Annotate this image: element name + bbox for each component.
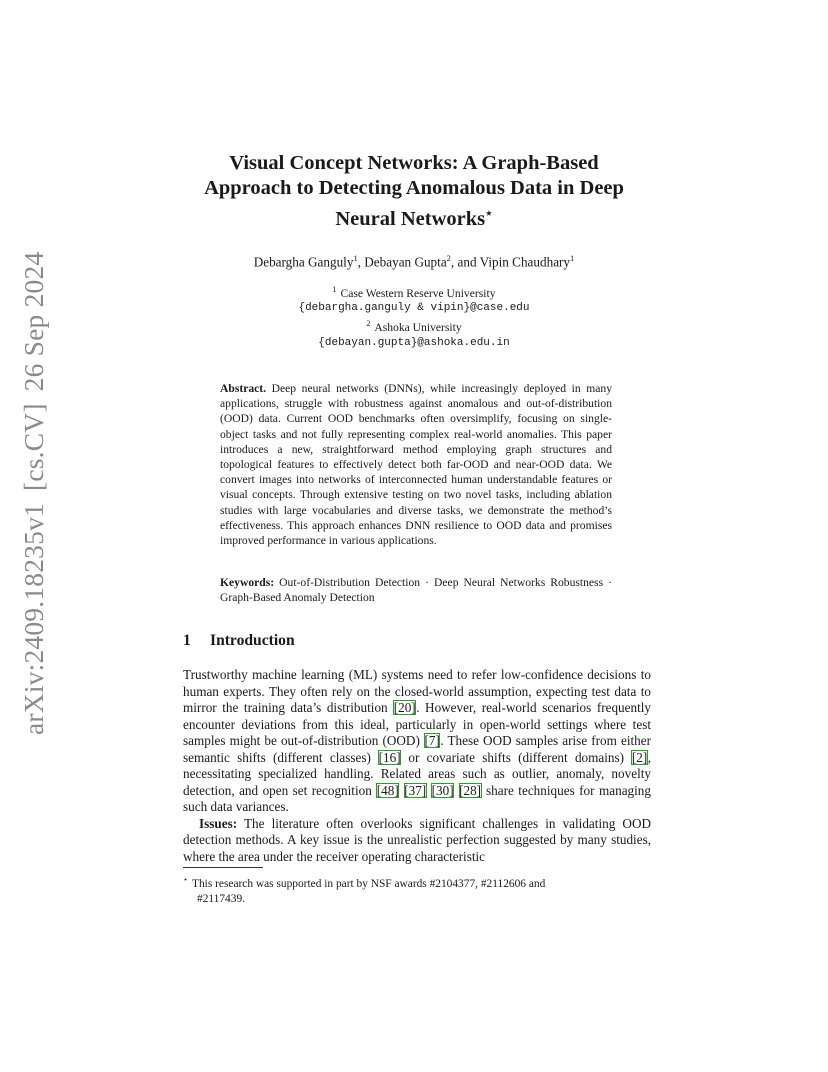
abstract-text: Deep neural networks (DNNs), while increasingly deployed in many applications, struggle with robustness against anomalous and out-of-distribution (OOD) data. Current OOD benchmarks often oversimplify, focusing on single-object tasks and not fully representing complex real-world anomalies. This paper introduces a new, straightforward method employing graph structures and topological features to effectively detect both far-OOD and near-OOD data. We convert images into networks of interconnected human understandable features or visual concepts. Through extensive testing on two novel tasks, including ablation studies with large vocabularies and diverse tasks, we demonstrate the method’s effectiveness. This approach enhances DNN resilience to OOD data and promises improved performance in various applications.: [220, 382, 613, 548]
author-1: Debargha Ganguly: [253, 254, 354, 270]
arxiv-date: 26 Sep 2024: [18, 251, 49, 392]
paper-title: [150, 151, 678, 232]
footnote-rule: [183, 867, 263, 868]
title-line-1: Visual Concept Networks: A Graph-Based: [229, 152, 599, 174]
affiliation-2: $^2$ Ashoka University: [366, 319, 462, 335]
keywords-label: Keywords:: [220, 576, 275, 589]
paragraph-1: Trustworthy machine learning (ML) systems need to refer low-confidence decisions to human experts. They often rely on the closed-world assumption, expecting test data to mirror the training data’s distribution [20]. However, real-world scenarios frequently encounter deviations from this ideal, particularly in open-world settings where test samples might be out-of-distribution (OOD) [7]. These OOD samples arise from either semantic shifts (different classes) [16] or covariate shifts (different domains) [2], necessitating specialized handling. Related areas such as outlier, anomaly, novelty detection, and open set recognition [48] [37] [30] [28] share techniques for managing such data variances.: [183, 667, 652, 814]
affiliation-1: $^1$ Case Western Reserve University: [332, 285, 496, 300]
keywords-text: Out-of-Distribution Detection · Deep Neural Networks Robustness · Graph-Based Anomaly Detection: [220, 576, 612, 605]
author-3: Vipin Chaudhary: [479, 254, 571, 270]
citation-link[interactable]: [16]: [378, 749, 401, 765]
introduction-body: [183, 667, 651, 865]
abstract-label: Abstract.: [220, 382, 267, 395]
citation-link[interactable]: [2]: [631, 749, 648, 765]
citation-link[interactable]: [28]: [459, 782, 482, 798]
citation-link[interactable]: [7]: [424, 733, 440, 748]
author-2: Debayan Gupta: [364, 254, 447, 270]
citation-link[interactable]: [30]: [431, 782, 454, 798]
citation-link[interactable]: [48]: [376, 782, 399, 798]
issues-label: Issues:: [199, 815, 238, 831]
citation-link[interactable]: [37]: [404, 782, 427, 798]
affiliations: [150, 282, 678, 351]
arxiv-stamp: [18, 251, 50, 735]
author-list: Debargha Ganguly$^1$, Debayan Gupta$^2$, and Vipin Chaudhary$^1$: [253, 253, 575, 270]
section-heading-introduction: [183, 632, 295, 650]
section-number: 1: [183, 632, 191, 649]
arxiv-id: arXiv:2409.18235v1: [18, 503, 49, 735]
arxiv-category: [cs.CV]: [18, 403, 49, 492]
footnote: ⋆ This research was supported in part by NSF awards #2104377, #2112606 and #2117439.: [183, 875, 546, 905]
title-footnote-mark: ⋆: [485, 206, 493, 220]
footnote-mark: ⋆: [183, 875, 189, 884]
citation-link[interactable]: [20]: [393, 700, 416, 715]
keywords: [220, 575, 612, 605]
email-2: {debayan.gupta}@ashoka.edu.in: [318, 336, 510, 349]
email-1: {debargha.ganguly & vipin}@case.edu: [298, 302, 530, 315]
title-line-3: Neural Networks⋆: [335, 206, 493, 230]
paragraph-2: Issues: The literature often overlooks significant challenges in validating OOD detection methods. A key issue is the unrealistic perfection suggested by many studies, where the area under the receiver operating characteristic: [183, 815, 651, 864]
abstract: [220, 381, 612, 548]
title-line-2: Approach to Detecting Anomalous Data in Deep: [204, 177, 624, 199]
section-title: Introduction: [210, 632, 295, 649]
